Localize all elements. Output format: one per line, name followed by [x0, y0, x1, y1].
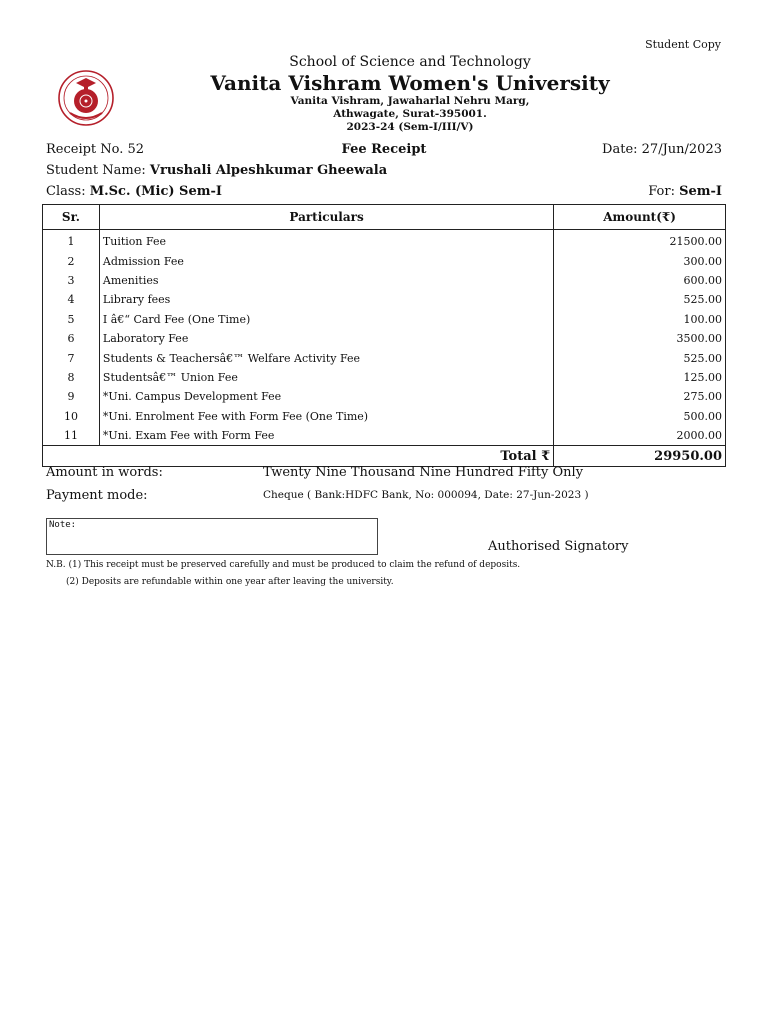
row-particular: *Uni. Campus Development Fee — [99, 387, 553, 406]
table-row — [43, 230, 726, 252]
class-label: Class: — [46, 184, 86, 199]
receipt-number: Receipt No. 52 — [46, 142, 145, 157]
student-row — [46, 163, 722, 178]
row-sr: 7 — [43, 348, 100, 367]
words-label: Amount in words: — [46, 465, 163, 480]
col-header-amount: Amount(₹) — [554, 205, 726, 230]
row-particular: Studentsâ€™ Union Fee — [99, 368, 553, 387]
total-label: Total ₹ — [43, 446, 554, 467]
payment-mode-row — [46, 488, 589, 503]
table-row — [43, 387, 726, 406]
for-field — [648, 184, 722, 199]
row-sr: 9 — [43, 387, 100, 406]
university-name: Vanita Vishram Women's University — [210, 71, 610, 95]
address-line-1: Vanita Vishram, Jawaharlal Nehru Marg, — [290, 95, 530, 107]
class-value: M.Sc. (Mic) Sem-I — [89, 184, 222, 199]
row-particular: Library fees — [99, 290, 553, 309]
row-sr: 11 — [43, 426, 100, 446]
total-value: 29950.00 — [554, 446, 726, 467]
table-header-row — [43, 205, 726, 230]
table-row — [43, 290, 726, 309]
row-sr: 2 — [43, 251, 100, 270]
session: 2023-24 (Sem-I/III/V) — [346, 121, 474, 133]
row-amount: 3500.00 — [554, 329, 726, 348]
amount-in-words-row — [46, 465, 584, 480]
nb-line-1: N.B. (1) This receipt must be preserved carefully and must be produced to claim the refund of deposits. — [46, 560, 521, 570]
university-logo-icon — [58, 69, 114, 127]
row-particular: Amenities — [99, 271, 553, 290]
receipt-date: Date: 27/Jun/2023 — [602, 142, 722, 157]
total-row — [43, 446, 726, 467]
row-particular: Tuition Fee — [99, 230, 553, 252]
row-sr: 10 — [43, 407, 100, 426]
payment-value: Cheque ( Bank:HDFC Bank, No: 000094, Date: 27-Jun-2023 ) — [263, 489, 589, 501]
row-particular: *Uni. Enrolment Fee with Form Fee (One Time) — [99, 407, 553, 426]
table-row — [43, 348, 726, 367]
row-particular: I â€“ Card Fee (One Time) — [99, 310, 553, 329]
row-sr: 6 — [43, 329, 100, 348]
student-label: Student Name: — [46, 163, 146, 178]
row-sr: 1 — [43, 230, 100, 252]
note-box — [46, 518, 378, 555]
fee-table — [42, 204, 726, 467]
school-name: School of Science and Technology — [289, 54, 531, 70]
row-particular: Admission Fee — [99, 251, 553, 270]
row-amount: 525.00 — [554, 290, 726, 309]
row-particular: *Uni. Exam Fee with Form Fee — [99, 426, 553, 446]
student-name: Vrushali Alpeshkumar Gheewala — [149, 163, 388, 178]
col-header-particulars: Particulars — [99, 205, 553, 230]
row-amount: 125.00 — [554, 368, 726, 387]
nb-line-2: (2) Deposits are refundable within one year after leaving the university. — [66, 577, 394, 587]
for-label: For: — [648, 184, 675, 199]
copy-label: Student Copy — [645, 38, 721, 51]
row-amount: 500.00 — [554, 407, 726, 426]
row-sr: 8 — [43, 368, 100, 387]
table-row — [43, 368, 726, 387]
authorised-signatory: Authorised Signatory — [488, 539, 629, 554]
row-amount: 600.00 — [554, 271, 726, 290]
receipt-info-row — [46, 142, 722, 157]
row-sr: 3 — [43, 271, 100, 290]
receipt-title: Fee Receipt — [341, 142, 427, 157]
row-amount: 275.00 — [554, 387, 726, 406]
row-amount: 525.00 — [554, 348, 726, 367]
row-particular: Laboratory Fee — [99, 329, 553, 348]
table-row — [43, 271, 726, 290]
words-value: Twenty Nine Thousand Nine Hundred Fifty Only — [263, 465, 584, 480]
receipt-header — [160, 54, 660, 134]
payment-label: Payment mode: — [46, 488, 148, 503]
col-header-sr: Sr. — [43, 205, 100, 230]
row-amount: 100.00 — [554, 310, 726, 329]
table-row — [43, 310, 726, 329]
table-row — [43, 251, 726, 270]
row-particular: Students & Teachersâ€™ Welfare Activity Fee — [99, 348, 553, 367]
table-row — [43, 407, 726, 426]
row-amount: 2000.00 — [554, 426, 726, 446]
row-sr: 5 — [43, 310, 100, 329]
address-line-2: Athwagate, Surat-395001. — [333, 108, 487, 120]
for-value: Sem-I — [679, 184, 722, 199]
row-amount: 21500.00 — [554, 230, 726, 252]
note-label: Note: — [49, 520, 77, 530]
table-row — [43, 426, 726, 446]
row-amount: 300.00 — [554, 251, 726, 270]
class-row — [46, 184, 722, 199]
table-row — [43, 329, 726, 348]
row-sr: 4 — [43, 290, 100, 309]
